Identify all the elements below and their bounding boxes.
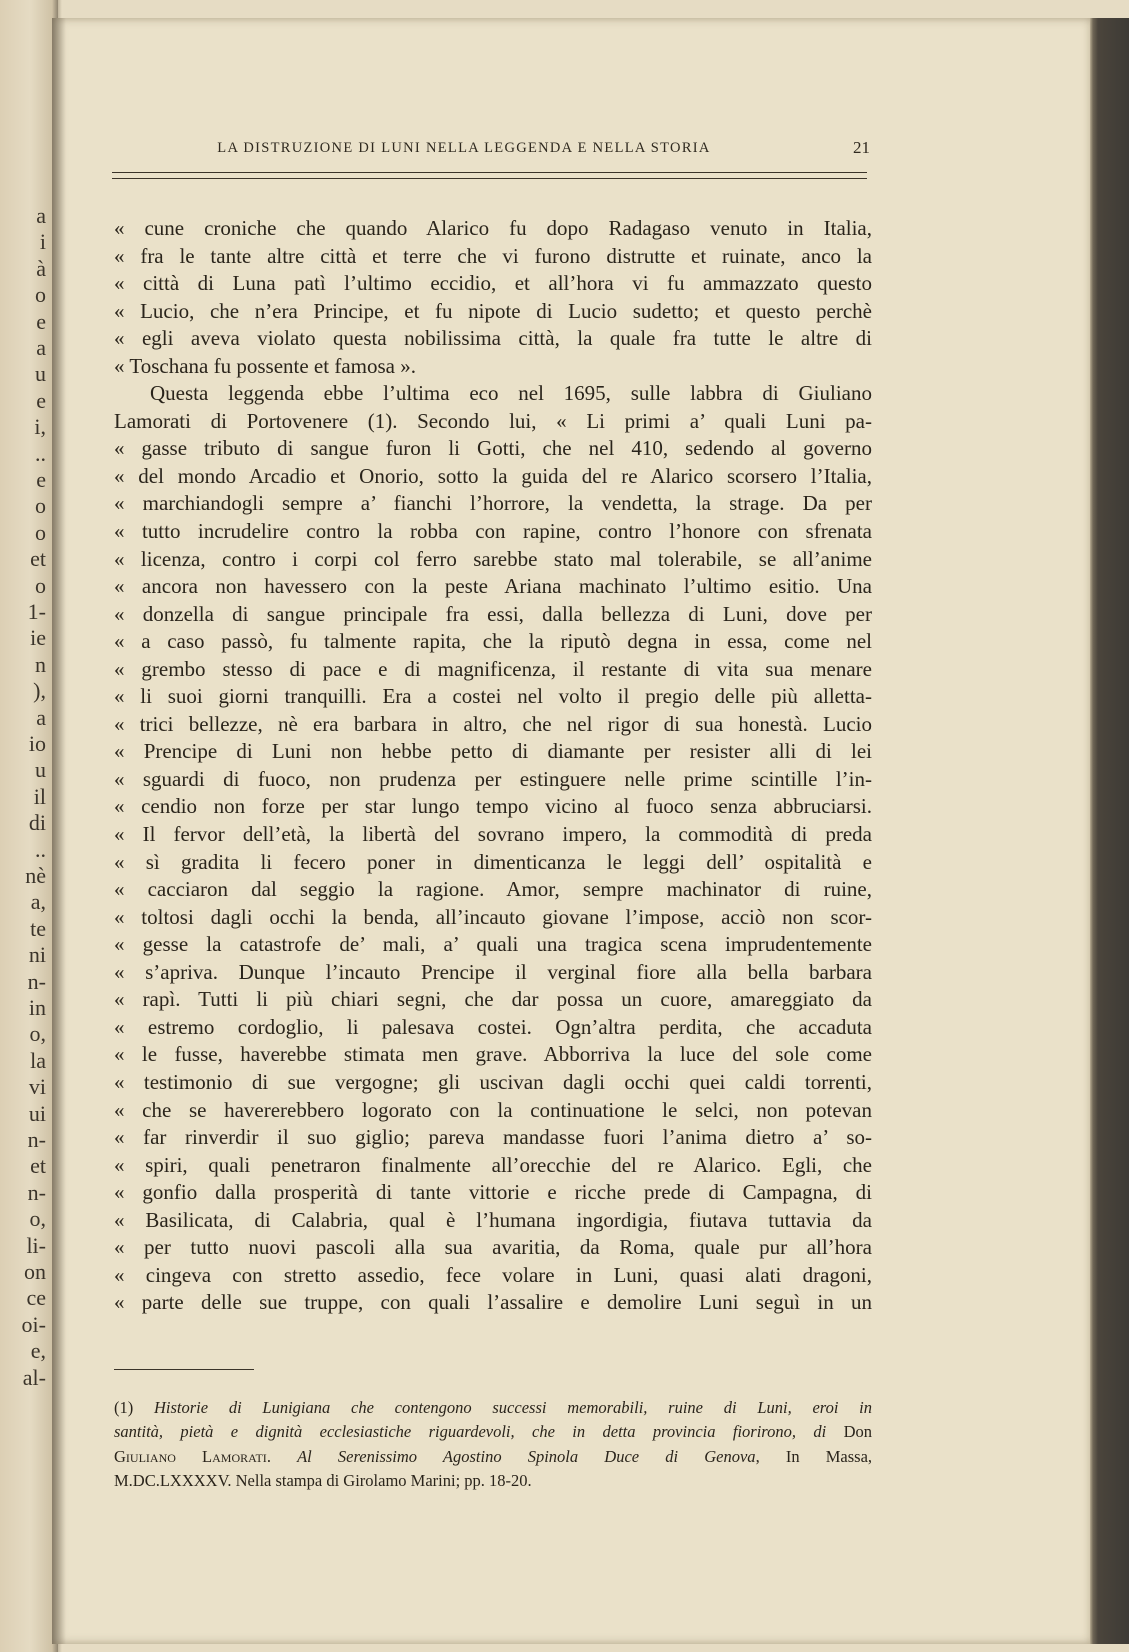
facing-page-fragment: i,: [34, 414, 46, 440]
facing-page-fragment: io: [28, 731, 46, 756]
facing-page-fragment: e: [36, 387, 46, 413]
text-line: « s’apriva. Dunque l’incauto Prencipe il verginal fiore alla bella barbara: [114, 959, 872, 984]
text-line: « ancora non havessero con la peste Ariana machinato l’ultimo esitio. Una: [114, 574, 872, 599]
facing-page-fragment: n-: [27, 968, 46, 994]
facing-page-fragment: ..: [35, 836, 46, 862]
text-line: « egli aveva violato questa nobilissima città, la quale fra tutte le altre di: [114, 326, 872, 351]
text-line: « sguardi di fuoco, non prudenza per estinguere nelle prime scintille l’in-: [114, 766, 872, 791]
facing-page-fragment: e: [36, 467, 46, 492]
facing-page-fragment: in: [28, 995, 46, 1020]
facing-page-fragment: e: [36, 308, 46, 334]
facing-page-fragment: a: [36, 203, 46, 228]
facing-page-fragment: te: [30, 915, 46, 941]
text-line: « licenza, contro i corpi col ferro sarebbe stato mal tolerabile, se all’anime: [114, 546, 872, 571]
text-line: « per tutto nuovi pascoli alla sua avaritia, da Roma, quale pur all’hora: [114, 1235, 872, 1260]
text-line: « fra le tante altre città et terre che vi furono distrutte et ruinate, anco la: [114, 243, 872, 268]
text-line: « gonfio dalla prosperità di tante vittorie e ricche prede di Campagna, di: [114, 1180, 872, 1205]
text-line: Questa leggenda ebbe l’ultima eco nel 1695, sulle labbra di Giuliano: [150, 381, 872, 406]
facing-page-fragment: e,: [30, 1338, 46, 1364]
facing-page-fragment: ),: [33, 678, 46, 704]
text-line: « li suoi giorni tranquilli. Era a costei nel volto il pregio delle più alletta-: [114, 684, 872, 709]
facing-page-fragment: a,: [30, 889, 46, 915]
text-line: « cacciaron dal seggio la ragione. Amor, sempre machinator di ruine,: [114, 877, 872, 902]
facing-page-fragment: li-: [26, 1232, 46, 1258]
text-line: « far rinverdir il suo giglio; pareva mandasse fuori l’anima dietro a’ so-: [114, 1125, 872, 1150]
footnote-title-cont: santità, pietà e dignità ecclesiastiche riguardevoli, che in detta provincia fiorirono, di: [114, 1422, 827, 1442]
text-line: « cendio non forze per star lungo tempo vicino al fuoco senza abbruciarsi.: [114, 794, 872, 819]
facing-page-fragment: u: [35, 361, 46, 387]
facing-page-fragment: n-: [27, 1127, 46, 1152]
text-line: « tutto incrudelire contro la robba con rapine, contro l’honore con sfrenata: [114, 519, 872, 544]
text-line: « parte delle sue truppe, con quali l’assalire e demolire Luni seguì in un: [114, 1290, 872, 1315]
facing-page-fragment: o,: [29, 1206, 46, 1232]
facing-page-fragment: à: [36, 255, 46, 281]
facing-page-fragment: ie: [30, 625, 46, 651]
facing-page-fragment: n-: [27, 1179, 46, 1205]
footnote-line: [114, 1445, 872, 1469]
facing-page-fragment: i: [39, 229, 46, 255]
text-line: « Prencipe di Luni non hebbe petto di diamante per resister alli di lei: [114, 739, 872, 764]
footnote-author: Giuliano Lamorati: [114, 1446, 267, 1466]
footnote-title: Historie di Lunigiana che contengono successi memorabili, ruine di Luni, eroi in: [154, 1398, 872, 1417]
footnote-place: , In Massa,: [755, 1446, 873, 1466]
facing-page-fragment: il: [33, 783, 46, 809]
facing-page-fragment: ni: [28, 942, 46, 968]
header-double-rule: [112, 172, 867, 179]
facing-page-fragment: et: [30, 1153, 46, 1179]
text-line: « testimonio di sue vergogne; gli uscivan dagli occhi quei caldi torrenti,: [114, 1069, 872, 1094]
facing-page-fragment: o: [35, 519, 46, 545]
running-title: LA DISTRUZIONE DI LUNI NELLA LEGGENDA E NELLA STORIA: [217, 140, 711, 156]
spine-shadow: [52, 18, 66, 1644]
footnote-marker: (1): [114, 1398, 154, 1417]
facing-page-fragment: o: [35, 572, 46, 598]
text-line: « Lucio, che n’era Principe, et fu nipote di Lucio sudetto; et questo perchè: [114, 298, 872, 323]
facing-page-fragment: a: [36, 335, 46, 360]
text-line: « del mondo Arcadio et Onorio, sotto la guida del re Alarico scorsero l’Italia,: [114, 463, 872, 488]
text-line: « cingeva con stretto assedio, fece volare in Luni, quasi alati dragoni,: [114, 1262, 872, 1287]
footnote-line: [114, 1420, 872, 1444]
text-line: « spiri, quali penetraron finalmente all’orecchie del re Alarico. Egli, che: [114, 1152, 872, 1177]
facing-page-fragment: o: [35, 282, 46, 308]
facing-page-edge: [0, 0, 58, 1652]
text-line: « città di Luna patì l’ultimo eccidio, et all’hora vi fu ammazzato questo: [114, 271, 872, 296]
text-line: Lamorati di Portovenere (1). Secondo lui, « Li primi a’ quali Luni pa-: [114, 408, 872, 433]
facing-page-fragment: u: [35, 757, 46, 783]
facing-page-fragment: o: [35, 493, 46, 519]
text-line: « grembo stesso di pace e di magnificenza, il restante di vita sua menare: [114, 656, 872, 681]
facing-page-fragment: o,: [29, 1021, 46, 1047]
footnote-line: M.DC.LXXXXV. Nella stampa di Girolamo Marini; pp. 18-20.: [114, 1470, 532, 1490]
text-line: « che se havererebbero logorato con la continuatione le selci, non potevan: [114, 1097, 872, 1122]
footnote-rule: [114, 1369, 254, 1370]
facing-page-fragment: ce: [26, 1285, 46, 1311]
facing-page-fragment: vi: [28, 1074, 46, 1100]
text-line: « donzella di sangue principale fra essi, dalla bellezza di Luni, dove per: [114, 601, 872, 626]
page-edge-shadow: [1090, 18, 1129, 1644]
text-line: « sì gradita li fecero poner in dimenticanza le leggi dell’ ospitalità e: [114, 849, 872, 874]
footnote-line: [114, 1396, 872, 1420]
facing-page-fragment: la: [30, 1047, 46, 1073]
text-line: « a caso passò, fu talmente rapita, che la riputò degna in essa, come nel: [114, 629, 872, 654]
body-text: [114, 215, 872, 1317]
text-line: « Il fervor dell’età, la libertà del sovrano impero, la commodità di preda: [114, 822, 872, 847]
footnote-punct: .: [266, 1446, 298, 1466]
facing-page-fragment: al-: [22, 1364, 46, 1390]
text-line: « estremo cordoglio, li palesava costei. Ogn’altra perdita, che accaduta: [114, 1014, 872, 1039]
facing-page-fragment: oi-: [21, 1311, 46, 1337]
footnote-text: Don: [826, 1422, 872, 1442]
text-line: « rapì. Tutti li più chiari segni, che dar possa un cuore, amareggiato da: [114, 987, 872, 1012]
facing-page-fragment: et: [30, 546, 46, 572]
facing-page-fragment: nè: [25, 863, 46, 888]
text-line: « cune croniche che quando Alarico fu dopo Radagaso venuto in Italia,: [114, 216, 872, 240]
text-line: « toltosi dagli occhi la benda, all’incauto giovane l’impose, acciò non scor-: [114, 904, 872, 929]
running-header: [118, 140, 870, 164]
text-line: « gasse tributo di sangue furon li Gotti, che nel 410, sedendo al governo: [114, 436, 872, 461]
footnote-dedication: Al Serenissimo Agostino Spinola Duce di Genova: [297, 1446, 756, 1466]
facing-page-fragment: n: [35, 651, 46, 677]
text-line: « trici bellezze, nè era barbara in altro, che nel rigor di sua honestà. Lucio: [114, 711, 872, 736]
footnote: [114, 1396, 872, 1493]
facing-page-fragment: on: [24, 1259, 46, 1284]
facing-page-fragment: di: [28, 810, 46, 836]
facing-page-fragment: ..: [35, 440, 46, 466]
text-line: « Toschana fu possente et famosa ».: [114, 353, 416, 378]
facing-page-fragment: ui: [28, 1100, 46, 1126]
facing-page-fragment: 1-: [27, 599, 46, 624]
text-line: « marchiandogli sempre a’ fianchi l’horrore, la vendetta, la strage. Da per: [114, 491, 872, 516]
page-number: 21: [853, 138, 870, 157]
text-line: « gesse la catastrofe de’ mali, a’ quali una tragica scena imprudentemente: [114, 932, 872, 957]
text-line: « Basilicata, di Calabria, qual è l’humana ingordigia, fiutava tuttavia da: [114, 1207, 872, 1232]
facing-page-fragment: a: [36, 704, 46, 730]
text-line: « le fusse, haverebbe stimata men grave. Abborriva la luce del sole come: [114, 1042, 872, 1067]
